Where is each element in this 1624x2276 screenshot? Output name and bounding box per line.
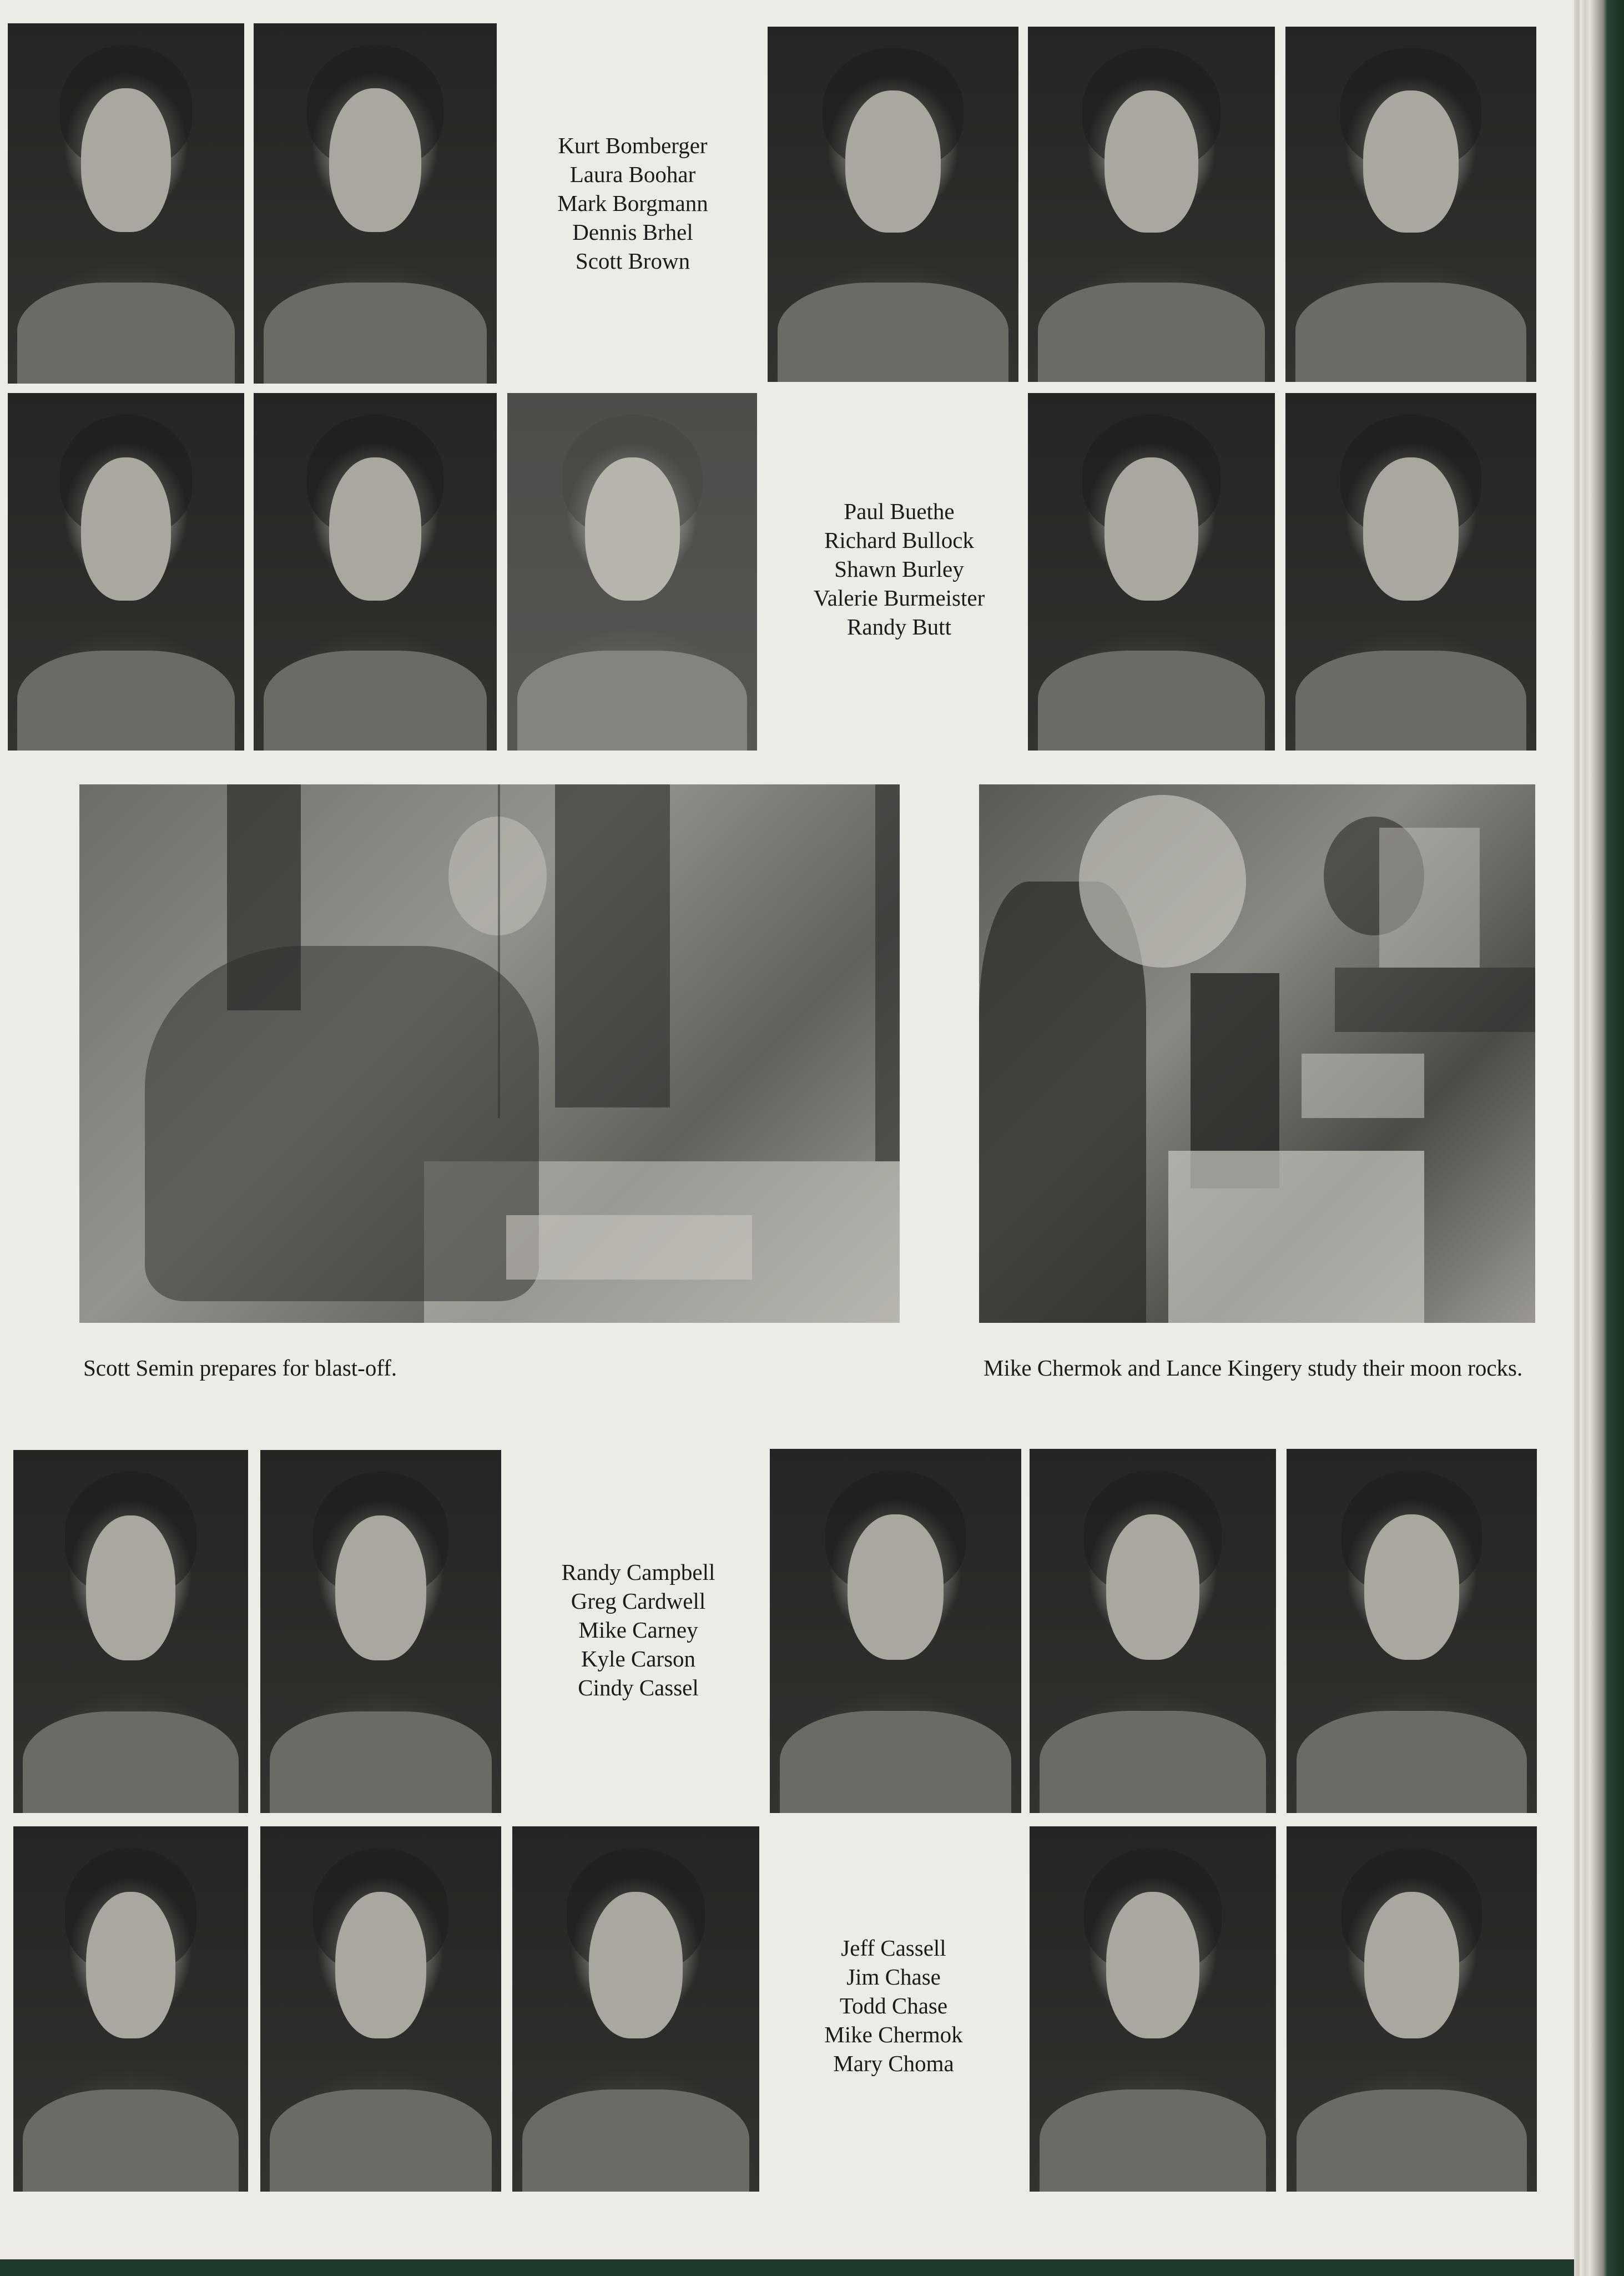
student-name: Shawn Burley <box>834 556 964 582</box>
student-name: Todd Chase <box>839 1993 948 2018</box>
student-names-list <box>777 1933 1010 2078</box>
student-name: Paul Buethe <box>844 498 955 524</box>
student-name: Jeff Cassell <box>841 1935 946 1961</box>
portrait-photo <box>768 27 1018 382</box>
student-name: Greg Cardwell <box>571 1588 706 1614</box>
portrait-photo <box>254 393 497 751</box>
student-name: Jim Chase <box>846 1964 941 1990</box>
book-binding <box>1574 0 1624 2276</box>
portrait-photo <box>1028 393 1275 751</box>
portrait-photo <box>1030 1449 1276 1813</box>
portrait-photo <box>260 1450 501 1813</box>
portrait-photo <box>254 23 497 384</box>
student-name: Mike Carney <box>578 1617 698 1643</box>
student-name: Valerie Burmeister <box>813 585 985 611</box>
portrait-photo <box>1028 27 1275 382</box>
portrait-photo <box>1287 1449 1537 1813</box>
student-name: Richard Bullock <box>824 527 974 553</box>
student-name: Mary Choma <box>833 2051 954 2076</box>
student-name: Mike Chermok <box>824 2022 963 2047</box>
portrait-photo <box>8 23 244 384</box>
portrait-photo <box>1285 393 1536 751</box>
student-name: Randy Butt <box>847 614 951 640</box>
portrait-photo <box>8 393 244 751</box>
portrait-photo <box>1285 27 1536 382</box>
student-names-list <box>777 497 1021 641</box>
portrait-photo <box>1030 1826 1276 2192</box>
student-name: Dennis Brhel <box>572 219 693 245</box>
portrait-photo <box>260 1826 501 2192</box>
photo-caption: Mike Chermok and Lance Kingery study their moon rocks. <box>984 1355 1523 1381</box>
portrait-photo <box>507 393 757 751</box>
photo-caption: Scott Semin prepares for blast-off. <box>83 1355 397 1381</box>
student-name: Mark Borgmann <box>557 190 708 216</box>
student-names-list <box>524 1558 752 1702</box>
student-name: Kurt Bomberger <box>558 133 708 158</box>
student-name: Cindy Cassel <box>578 1675 699 1700</box>
student-name: Randy Campbell <box>561 1559 715 1585</box>
student-name: Scott Brown <box>575 248 690 274</box>
student-names-list <box>522 131 744 275</box>
portrait-photo <box>770 1449 1021 1813</box>
portrait-photo <box>13 1826 248 2192</box>
portrait-photo <box>13 1450 248 1813</box>
rocket-launch-photo <box>79 784 900 1323</box>
student-name: Kyle Carson <box>581 1646 696 1671</box>
moon-rocks-study-photo <box>979 784 1535 1323</box>
portrait-photo <box>1287 1826 1537 2192</box>
student-name: Laura Boohar <box>569 162 696 187</box>
portrait-photo <box>512 1826 759 2192</box>
